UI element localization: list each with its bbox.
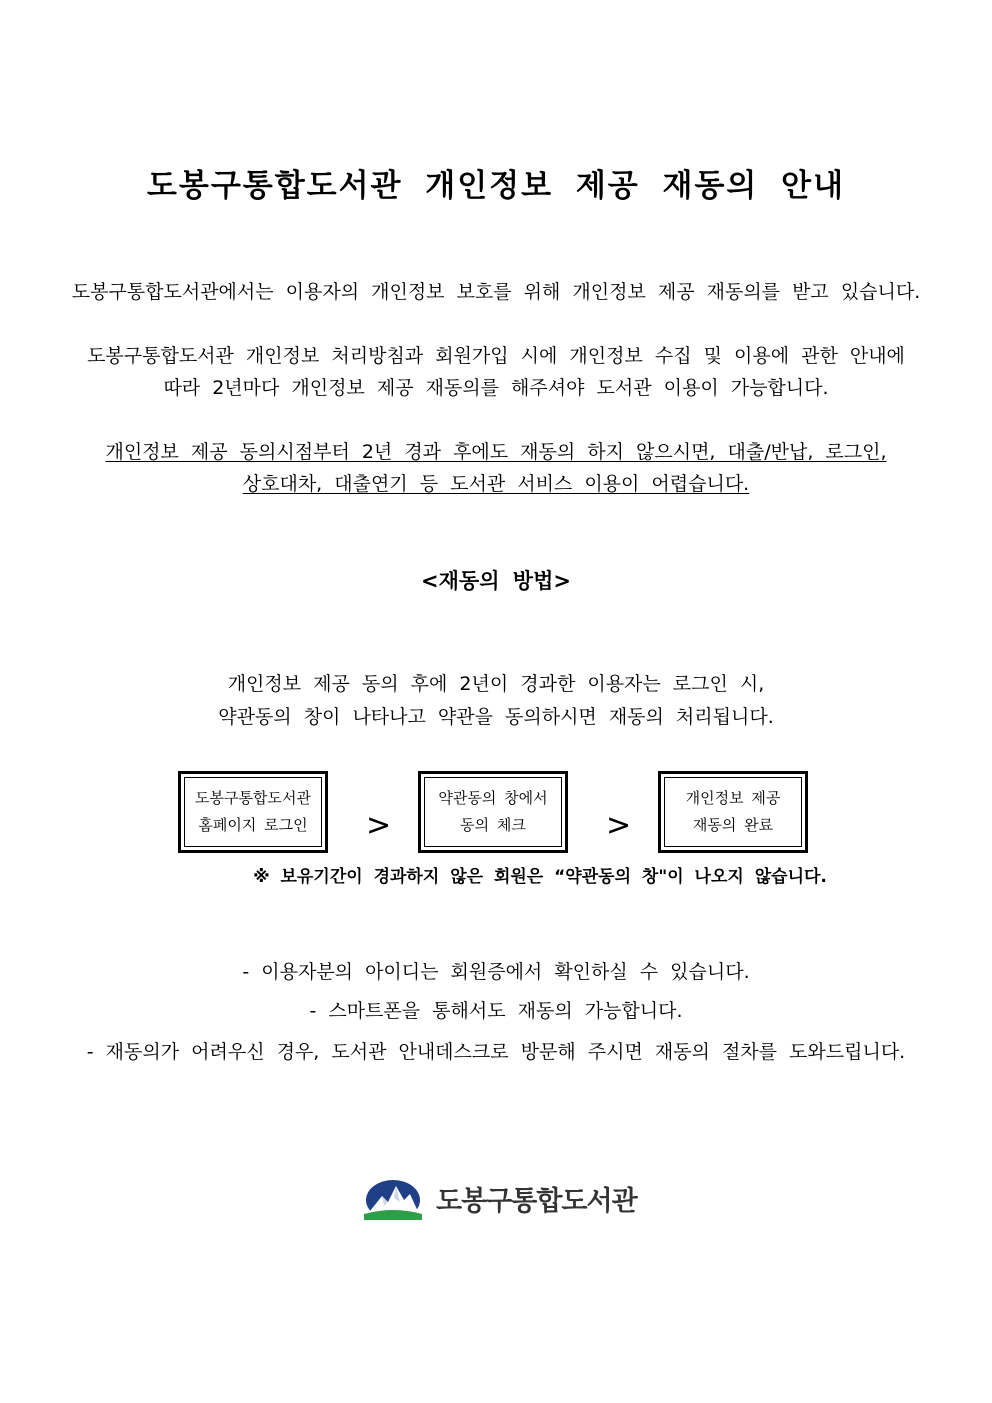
- step-2-line-2: 동의 체크: [460, 816, 526, 834]
- step-2-line-1: 약관동의 창에서: [438, 789, 548, 807]
- step-3-line-1: 개인정보 제공: [685, 789, 781, 807]
- step-1-line-2: 홈페이지 로그인: [198, 816, 308, 834]
- intro-text: 도봉구통합도서관에서는 이용자의 개인정보 보호를 위해 개인정보 제공 재동의를 받고 있습니다.: [71, 281, 921, 303]
- step-box-login: [178, 771, 328, 853]
- tip-line-3: - 재동의가 어려우신 경우, 도서관 안내데스크로 방문해 주시면 재동의 절차를 도와드립니다.: [86, 1041, 906, 1063]
- step-box-agree: [418, 771, 568, 853]
- step-box-complete: [658, 771, 808, 853]
- policy-line-2: 따라 2년마다 개인정보 제공 재동의를 해주셔야 도서관 이용이 가능합니다.: [163, 377, 829, 399]
- note-text: ※ 보유기간이 경과하지 않은 회원은 “약관동의 창"이 나오지 않습니다.: [253, 867, 827, 887]
- step-3-line-2: 재동의 완료: [692, 816, 774, 834]
- mountain-logo-icon: [364, 1176, 422, 1220]
- tip-line-2: - 스마트폰을 통해서도 재동의 가능합니다.: [309, 1000, 683, 1022]
- step-arrow-2: >: [606, 808, 632, 843]
- step-arrow-1: >: [366, 808, 392, 843]
- method-desc-line-1: 개인정보 제공 동의 후에 2년이 경과한 이용자는 로그인 시,: [227, 673, 765, 695]
- library-logo: [364, 1176, 637, 1220]
- policy-line-1: 도봉구통합도서관 개인정보 처리방침과 회원가입 시에 개인정보 수집 및 이용에 관한 안내에: [87, 345, 905, 367]
- method-heading: <재동의 방법>: [421, 569, 571, 593]
- warning-line-2: 상호대차, 대출연기 등 도서관 서비스 이용이 어렵습니다.: [242, 473, 750, 495]
- tip-line-1: - 이용자분의 아이디는 회원증에서 확인하실 수 있습니다.: [242, 961, 750, 983]
- logo-text: 도봉구통합도서관: [436, 1185, 637, 1217]
- method-desc-line-2: 약관동의 창이 나타나고 약관을 동의하시면 재동의 처리됩니다.: [218, 706, 774, 728]
- warning-line-1: 개인정보 제공 동의시점부터 2년 경과 후에도 재동의 하지 않으시면, 대출/반납, 로그인,: [105, 441, 887, 463]
- page-title: 도봉구통합도서관 개인정보 제공 재동의 안내: [146, 168, 846, 204]
- step-1-line-1: 도봉구통합도서관: [195, 789, 311, 807]
